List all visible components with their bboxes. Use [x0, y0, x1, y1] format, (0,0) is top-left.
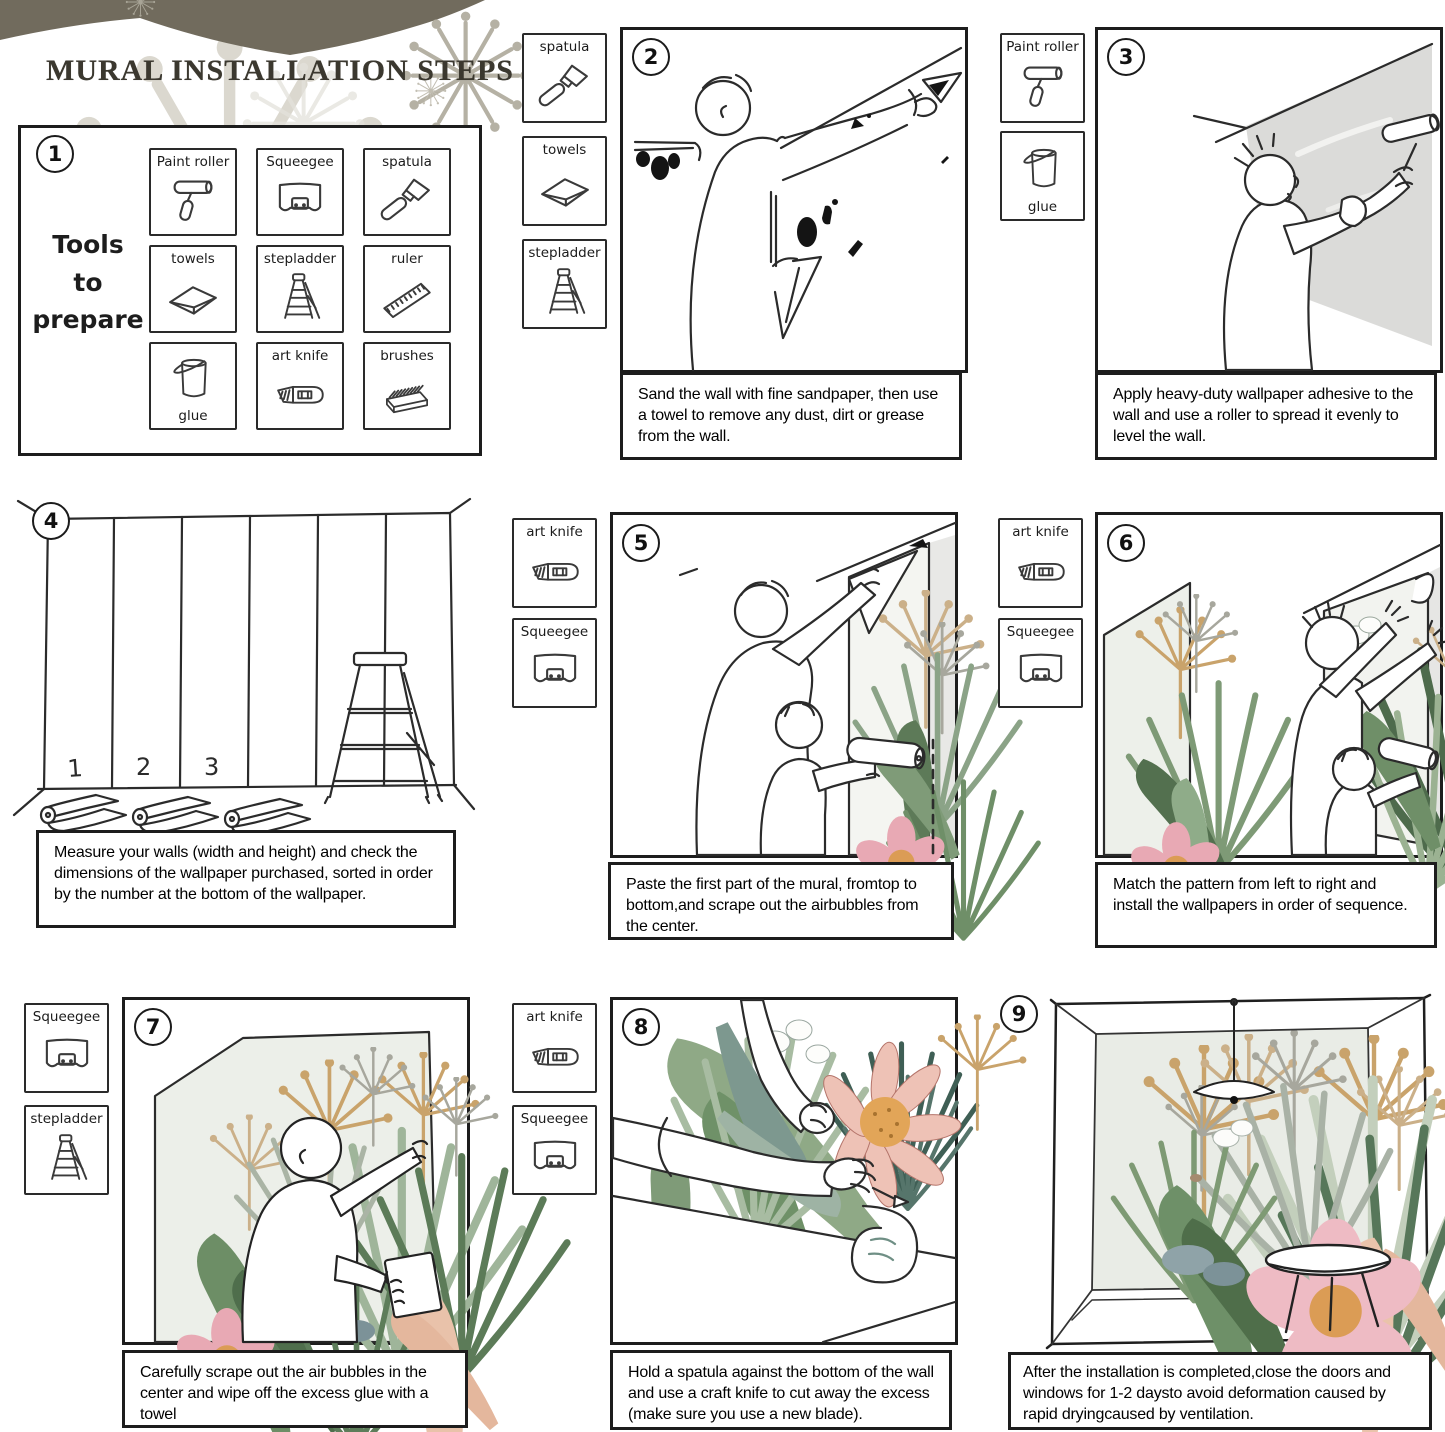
tool-label: Squeegee [266, 154, 334, 170]
towels-icon [165, 267, 221, 327]
wall-corner-line [781, 48, 961, 148]
step7-number-badge: 7 [134, 1008, 172, 1046]
tool-brushes [363, 342, 451, 430]
step7-illustration-panel [122, 997, 470, 1345]
tool-label: towels [542, 142, 587, 158]
tool-label: art knife [271, 348, 329, 364]
step3-illustration [1098, 30, 1440, 370]
paint-roller-icon [165, 170, 221, 230]
tool-glue [149, 342, 237, 430]
brushes-icon [379, 364, 435, 424]
tools-heading-line: to [73, 267, 103, 297]
roll-number: 3 [204, 753, 220, 781]
step5-tool-stack [512, 518, 597, 708]
step8-tool-stack [512, 1003, 597, 1195]
tool-label: stepladder [30, 1111, 103, 1127]
step1-number-badge: 1 [36, 135, 74, 173]
step6-illustration [1098, 515, 1440, 855]
tool-label: brushes [380, 348, 434, 364]
tool-label: art knife [526, 1009, 583, 1025]
step2-caption: Sand the wall with fine sandpaper, then use a towel to remove any dust, dirt or grease from the wall. [620, 372, 962, 460]
tool-art-knife [256, 342, 344, 430]
ruler-icon [379, 267, 435, 327]
roll-number: 1 [66, 753, 84, 783]
step8-number-badge: 8 [622, 1008, 660, 1046]
tools-grid [149, 148, 451, 430]
towels-icon [537, 158, 593, 220]
step2-illustration [623, 30, 965, 370]
step5-illustration [613, 515, 955, 855]
step3-illustration-panel [1095, 27, 1443, 373]
tool-label: glue [178, 407, 208, 424]
spatula-icon [379, 170, 435, 230]
squeegee-icon [527, 640, 583, 702]
tool-label: spatula [539, 39, 590, 55]
step4-illustration [8, 497, 480, 829]
step7-caption: Carefully scrape out the air bubbles in the center and wipe off the excess glue with a towel [122, 1350, 468, 1428]
tool-art-knife [512, 518, 597, 608]
step8-caption: Hold a spatula against the bottom of the wall and use a craft knife to cut away the excess (make sure you use a new blade). [610, 1350, 952, 1430]
step9-illustration [1036, 988, 1440, 1354]
tools-heading-line: prepare [32, 305, 144, 334]
tool-stepladder [522, 239, 607, 329]
tool-glue [1000, 131, 1085, 221]
tool-label: Squeegee [520, 1111, 589, 1127]
art-knife-icon [527, 540, 583, 602]
tool-label: Squeegee [520, 624, 589, 640]
tool-squeegee [512, 618, 597, 708]
tool-squeegee [24, 1003, 109, 1093]
step5-number-badge: 5 [622, 524, 660, 562]
step5-illustration-panel [610, 512, 958, 858]
step3-caption: Apply heavy-duty wallpaper adhesive to the wall and use a roller to spread it evenly to level the wall. [1095, 372, 1437, 460]
step8-illustration [613, 1000, 955, 1342]
roll-number: 2 [136, 753, 152, 781]
towel-card [385, 1252, 442, 1317]
paint-roller-icon [1015, 55, 1071, 117]
step9-caption: After the installation is completed,close the doors and windows for 1-2 daysto avoid deformation caused by rapid dryingcaused by ventilation. [1008, 1352, 1432, 1430]
squeegee-icon [1013, 640, 1069, 702]
tool-label: ruler [391, 251, 423, 267]
tools-heading [27, 226, 149, 339]
art-knife-icon [1013, 540, 1069, 602]
step2-number-badge: 2 [632, 38, 670, 76]
tool-paint-roller [1000, 33, 1085, 123]
wallpaper-rolls [41, 795, 310, 835]
step4-illustration-panel [8, 497, 480, 829]
step6-tool-stack [998, 518, 1083, 708]
tool-label: stepladder [528, 245, 601, 261]
step3-tool-stack [1000, 33, 1085, 221]
step8-illustration-panel [610, 997, 958, 1345]
panel-numbers [66, 753, 219, 783]
step9-number-badge: 9 [1000, 995, 1038, 1033]
tool-label: Paint roller [1006, 39, 1079, 55]
tool-squeegee [512, 1105, 597, 1195]
step7-illustration [125, 1000, 467, 1342]
tool-spatula [522, 33, 607, 123]
tool-label: Paint roller [156, 154, 230, 170]
step7-tool-stack [24, 1003, 109, 1195]
step9-illustration-panel [1036, 988, 1440, 1354]
tool-art-knife [512, 1003, 597, 1093]
tools-heading-line: Tools [52, 230, 124, 259]
tool-paint-roller [149, 148, 237, 236]
tool-ruler [363, 245, 451, 333]
step1-tools-panel [18, 125, 482, 456]
squeegee-icon [39, 1025, 95, 1087]
tool-label: Squeegee [32, 1009, 101, 1025]
tool-label: glue [1027, 198, 1058, 215]
tool-squeegee [998, 618, 1083, 708]
step6-illustration-panel [1095, 512, 1443, 858]
step5-caption: Paste the first part of the mural, fromtop to bottom,and scrape out the airbubbles from the center. [608, 862, 954, 940]
step6-number-badge: 6 [1107, 524, 1145, 562]
step6-caption: Match the pattern from left to right and install the wallpapers in order of sequence. [1095, 862, 1437, 948]
dandelion-decoration [120, 0, 184, 50]
tool-label: Squeegee [1006, 624, 1075, 640]
step4-caption: Measure your walls (width and height) and check the dimensions of the wallpaper purchased, sorted in order by the number at the bottom of the wallpaper. [36, 830, 456, 928]
tool-label: art knife [1012, 524, 1069, 540]
step2-illustration-panel [620, 27, 968, 373]
tool-label: art knife [526, 524, 583, 540]
tool-towels [522, 136, 607, 226]
tool-stepladder [24, 1105, 109, 1195]
step4-number-badge: 4 [32, 502, 70, 540]
stepladder-icon [39, 1127, 95, 1189]
tool-label: spatula [382, 154, 432, 170]
art-knife-icon [527, 1025, 583, 1087]
tool-squeegee [256, 148, 344, 236]
squeegee-icon [527, 1127, 583, 1189]
tool-label: stepladder [263, 251, 337, 267]
page-title: MURAL INSTALLATION STEPS [46, 54, 514, 87]
stepladder-icon [272, 267, 328, 327]
step3-number-badge: 3 [1107, 38, 1145, 76]
tool-art-knife [998, 518, 1083, 608]
tool-spatula [363, 148, 451, 236]
tool-label: towels [171, 251, 215, 267]
tool-towels [149, 245, 237, 333]
spatula-icon [537, 55, 593, 117]
glue-icon [1015, 137, 1071, 199]
glue-icon [165, 348, 221, 408]
stepladder-icon [537, 261, 593, 323]
squeegee-icon [272, 170, 328, 230]
art-knife-icon [272, 364, 328, 424]
tool-stepladder [256, 245, 344, 333]
sanding-board [771, 192, 821, 338]
step2-tool-stack [522, 33, 607, 329]
